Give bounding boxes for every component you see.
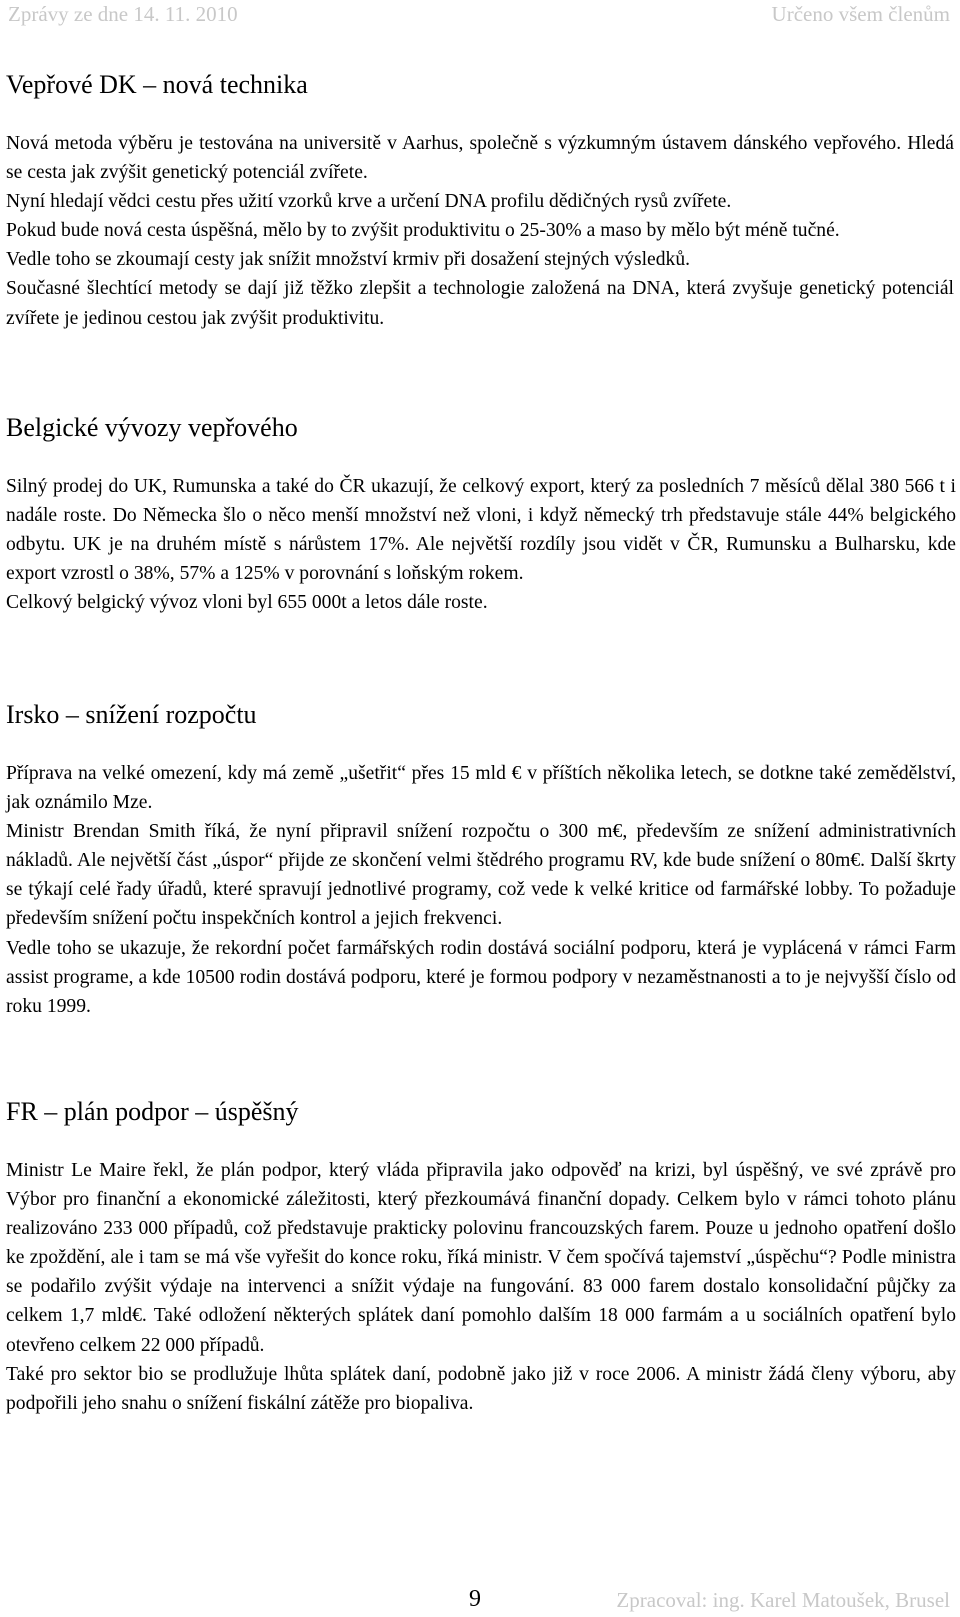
paragraph: Nová metoda výběru je testována na universitě v Aarhus, společně s výzkumným ústavem dánského vepřového. Hledá se cesta jak zvýšit genetický potenciál zvířete. [6, 133, 954, 184]
paragraph: Současné šlechtící metody se dají již těžko zlepšit a technologie založená na DNA, která zvyšuje genetický potenciál zvířete je jedinou cestou jak zvýšit produktivitu. [6, 278, 954, 329]
section-body [6, 129, 954, 333]
paragraph: Ministr Le Maire řekl, že plán podpor, který vláda připravila jako odpověď na krizi, byl úspěšný, ve své zprávě pro Výbor pro finanční a ekonomické záležitosti, který přezkoumává finanční dopady. Celkem bylo v rámci tohoto plánu realizováno 233 000 případů, což představuje prakticky polovinu francouzských farem. Pouze u jednoho opatření došlo ke zpoždění, ale i tam se má vše vyřešit do konce roku, říká ministr. V čem spočívá tajemství „úspěchu“? Podle ministra se podařilo zvýšit výdaje na intervenci a snížit výdaje na fungování. 83 000 farem dostalo konsolidační půjčky za celkem 1,7 mld€. Také odložení některých splátek daní pomohlo dalším 18 000 farmám a u sociálních opatření bylo otevřeno celkem 22 000 případů. [6, 1160, 956, 1356]
section-title: Vepřové DK – nová technika [6, 70, 308, 99]
paragraph: Silný prodej do UK, Rumunska a také do ČR ukazují, že celkový export, který za posledních 7 měsíců dělal 380 566 t i nadále roste. Do Německa šlo o něco menší množství než vloni, i když německý trh představuje stále 44% belgického odbytu. UK je na druhém místě s nárůstem 17%. Ale největší rozdíly jsou vidět v ČR, Rumunsku a Bulharsku, kde export vzrostl o 38%, 57% a 125% v porovnání s loňským rokem. [6, 476, 956, 585]
page-number: 9 [469, 1586, 481, 1612]
paragraph: Pokud bude nová cesta úspěšná, mělo by to zvýšit produktivitu o 25-30% a maso by mělo být méně tučné. [6, 220, 840, 242]
header-audience: Určeno všem členům [771, 2, 950, 26]
section-title: Irsko – snížení rozpočtu [6, 700, 257, 729]
section-title: Belgické vývozy vepřového [6, 413, 298, 442]
header-date: Zprávy ze dne 14. 11. 2010 [8, 2, 238, 26]
footer-author: Zpracoval: ing. Karel Matoušek, Brusel [616, 1588, 950, 1612]
paragraph: Vedle toho se zkoumají cesty jak snížit množství krmiv při dosažení stejných výsledků. [6, 249, 691, 271]
section-body [6, 1156, 956, 1418]
paragraph: Také pro sektor bio se prodlužuje lhůta splátek daní, podobně jako již v roce 2006. A ministr žádá členy výboru, aby podpořili jeho snahu o snížení fiskální zátěže pro biopaliva. [6, 1363, 956, 1414]
paragraph: Ministr Brendan Smith říká, že nyní připravil snížení rozpočtu o 300 m€, především ze snížení administrativních nákladů. Ale největší část „úspor“ přijde ze skončení velmi štědrého programu RV, kde bude snížení o 80m€. Další škrty se týkají celé řady úřadů, které spravují jednotlivé programy, což vede k velké kritice od farmářské lobby. To požaduje především snížení počtu inspekčních kontrol a jejich frekvenci. [6, 821, 956, 930]
section-title: FR – plán podpor – úspěšný [6, 1097, 299, 1126]
page-header [8, 2, 950, 32]
paragraph: Nyní hledají vědci cestu přes užití vzorků krve a určení DNA profilu dědičných rysů zvířete. [6, 191, 732, 213]
section-body [6, 472, 956, 617]
paragraph: Vedle toho se ukazuje, že rekordní počet farmářských rodin dostává sociální podporu, která je vyplácená v rámci Farm assist programe, a kde 10500 rodin dostává podporu, které je formou podpory v nezaměstnanosti a to je nejvyšší číslo od roku 1999. [6, 937, 956, 1017]
paragraph: Celkový belgický vývoz vloni byl 655 000t a letos dále roste. [6, 592, 488, 614]
section-body [6, 759, 956, 1021]
paragraph: Příprava na velké omezení, kdy má země „ušetřit“ přes 15 mld € v příštích několika letech, se dotkne také zemědělství, jak oznámilo Mze. [6, 763, 956, 814]
